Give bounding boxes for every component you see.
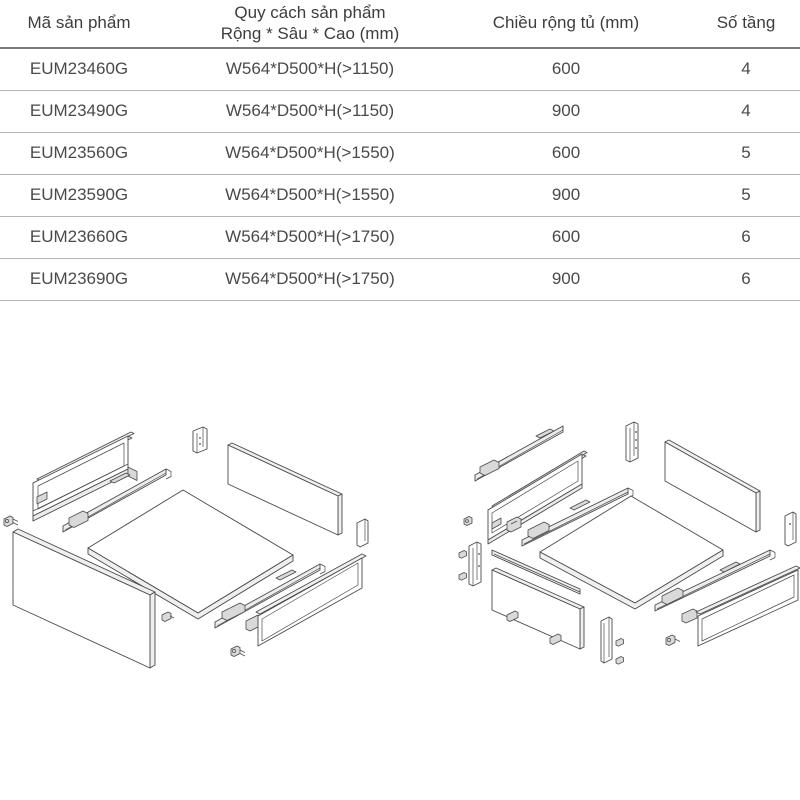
gallery-post-icon bbox=[601, 617, 612, 663]
table-row bbox=[0, 175, 800, 217]
mounting-screw-icon bbox=[231, 646, 245, 657]
cell-product-code: EUM23490G bbox=[29, 101, 129, 121]
table-row bbox=[0, 49, 800, 91]
table-header-row bbox=[0, 0, 800, 49]
cell-cabinet-width: 600 bbox=[551, 143, 581, 163]
locking-clip-icon bbox=[193, 427, 207, 453]
cell-product-code: EUM23660G bbox=[29, 227, 129, 247]
table-row bbox=[0, 133, 800, 175]
cell-product-spec: W564*D500*H(>1550) bbox=[225, 143, 395, 163]
exploded-diagram-left bbox=[0, 380, 470, 700]
table-row bbox=[0, 259, 800, 301]
cell-tiers: 4 bbox=[741, 59, 751, 79]
mounting-screw-icon bbox=[616, 639, 624, 665]
drawer-front-panel bbox=[492, 568, 584, 649]
cell-product-code: EUM23690G bbox=[29, 269, 129, 289]
cell-tiers: 6 bbox=[741, 269, 751, 289]
cell-tiers: 6 bbox=[741, 227, 751, 247]
cell-cabinet-width: 900 bbox=[551, 185, 581, 205]
cell-product-spec: W564*D500*H(>1550) bbox=[225, 185, 395, 205]
header-cabinet-width: Chiều rộng tủ (mm) bbox=[492, 13, 640, 33]
table-row bbox=[0, 91, 800, 133]
cell-product-code: EUM23460G bbox=[29, 59, 129, 79]
cell-product-spec: W564*D500*H(>1750) bbox=[225, 269, 395, 289]
cell-tiers: 5 bbox=[741, 185, 751, 205]
gallery-post-icon bbox=[469, 542, 481, 586]
cell-product-code: EUM23590G bbox=[29, 185, 129, 205]
cell-product-spec: W564*D500*H(>1150) bbox=[225, 101, 395, 121]
mounting-screw-icon bbox=[464, 517, 472, 526]
header-tiers: Số tầng bbox=[716, 13, 776, 33]
locking-clip-icon bbox=[785, 512, 796, 546]
header-product-spec-line2: Rộng * Sâu * Cao (mm) bbox=[220, 23, 400, 43]
cell-cabinet-width: 900 bbox=[551, 269, 581, 289]
header-product-spec-line1: Quy cách sản phẩm bbox=[234, 2, 386, 22]
mounting-screw-icon bbox=[459, 551, 467, 581]
cell-cabinet-width: 600 bbox=[551, 59, 581, 79]
mounting-screw-icon bbox=[666, 635, 680, 646]
cell-product-spec: W564*D500*H(>1150) bbox=[225, 59, 395, 79]
drawer-back-panel bbox=[228, 443, 342, 535]
exploded-diagram-right bbox=[450, 380, 800, 710]
gallery-post-icon bbox=[626, 422, 638, 462]
mounting-screw-icon bbox=[4, 516, 18, 527]
cell-tiers: 4 bbox=[741, 101, 751, 121]
cell-product-code: EUM23560G bbox=[29, 143, 129, 163]
header-product-spec bbox=[158, 3, 462, 44]
drawer-back-panel bbox=[665, 440, 760, 532]
mounting-screw-icon bbox=[162, 612, 174, 622]
header-product-code: Mã sản phẩm bbox=[27, 13, 131, 33]
product-spec-table bbox=[0, 0, 800, 301]
locking-clip-icon bbox=[357, 519, 368, 547]
cell-cabinet-width: 600 bbox=[551, 227, 581, 247]
cell-product-spec: W564*D500*H(>1750) bbox=[225, 227, 395, 247]
table-row bbox=[0, 217, 800, 259]
cell-cabinet-width: 900 bbox=[551, 101, 581, 121]
cell-tiers: 5 bbox=[741, 143, 751, 163]
